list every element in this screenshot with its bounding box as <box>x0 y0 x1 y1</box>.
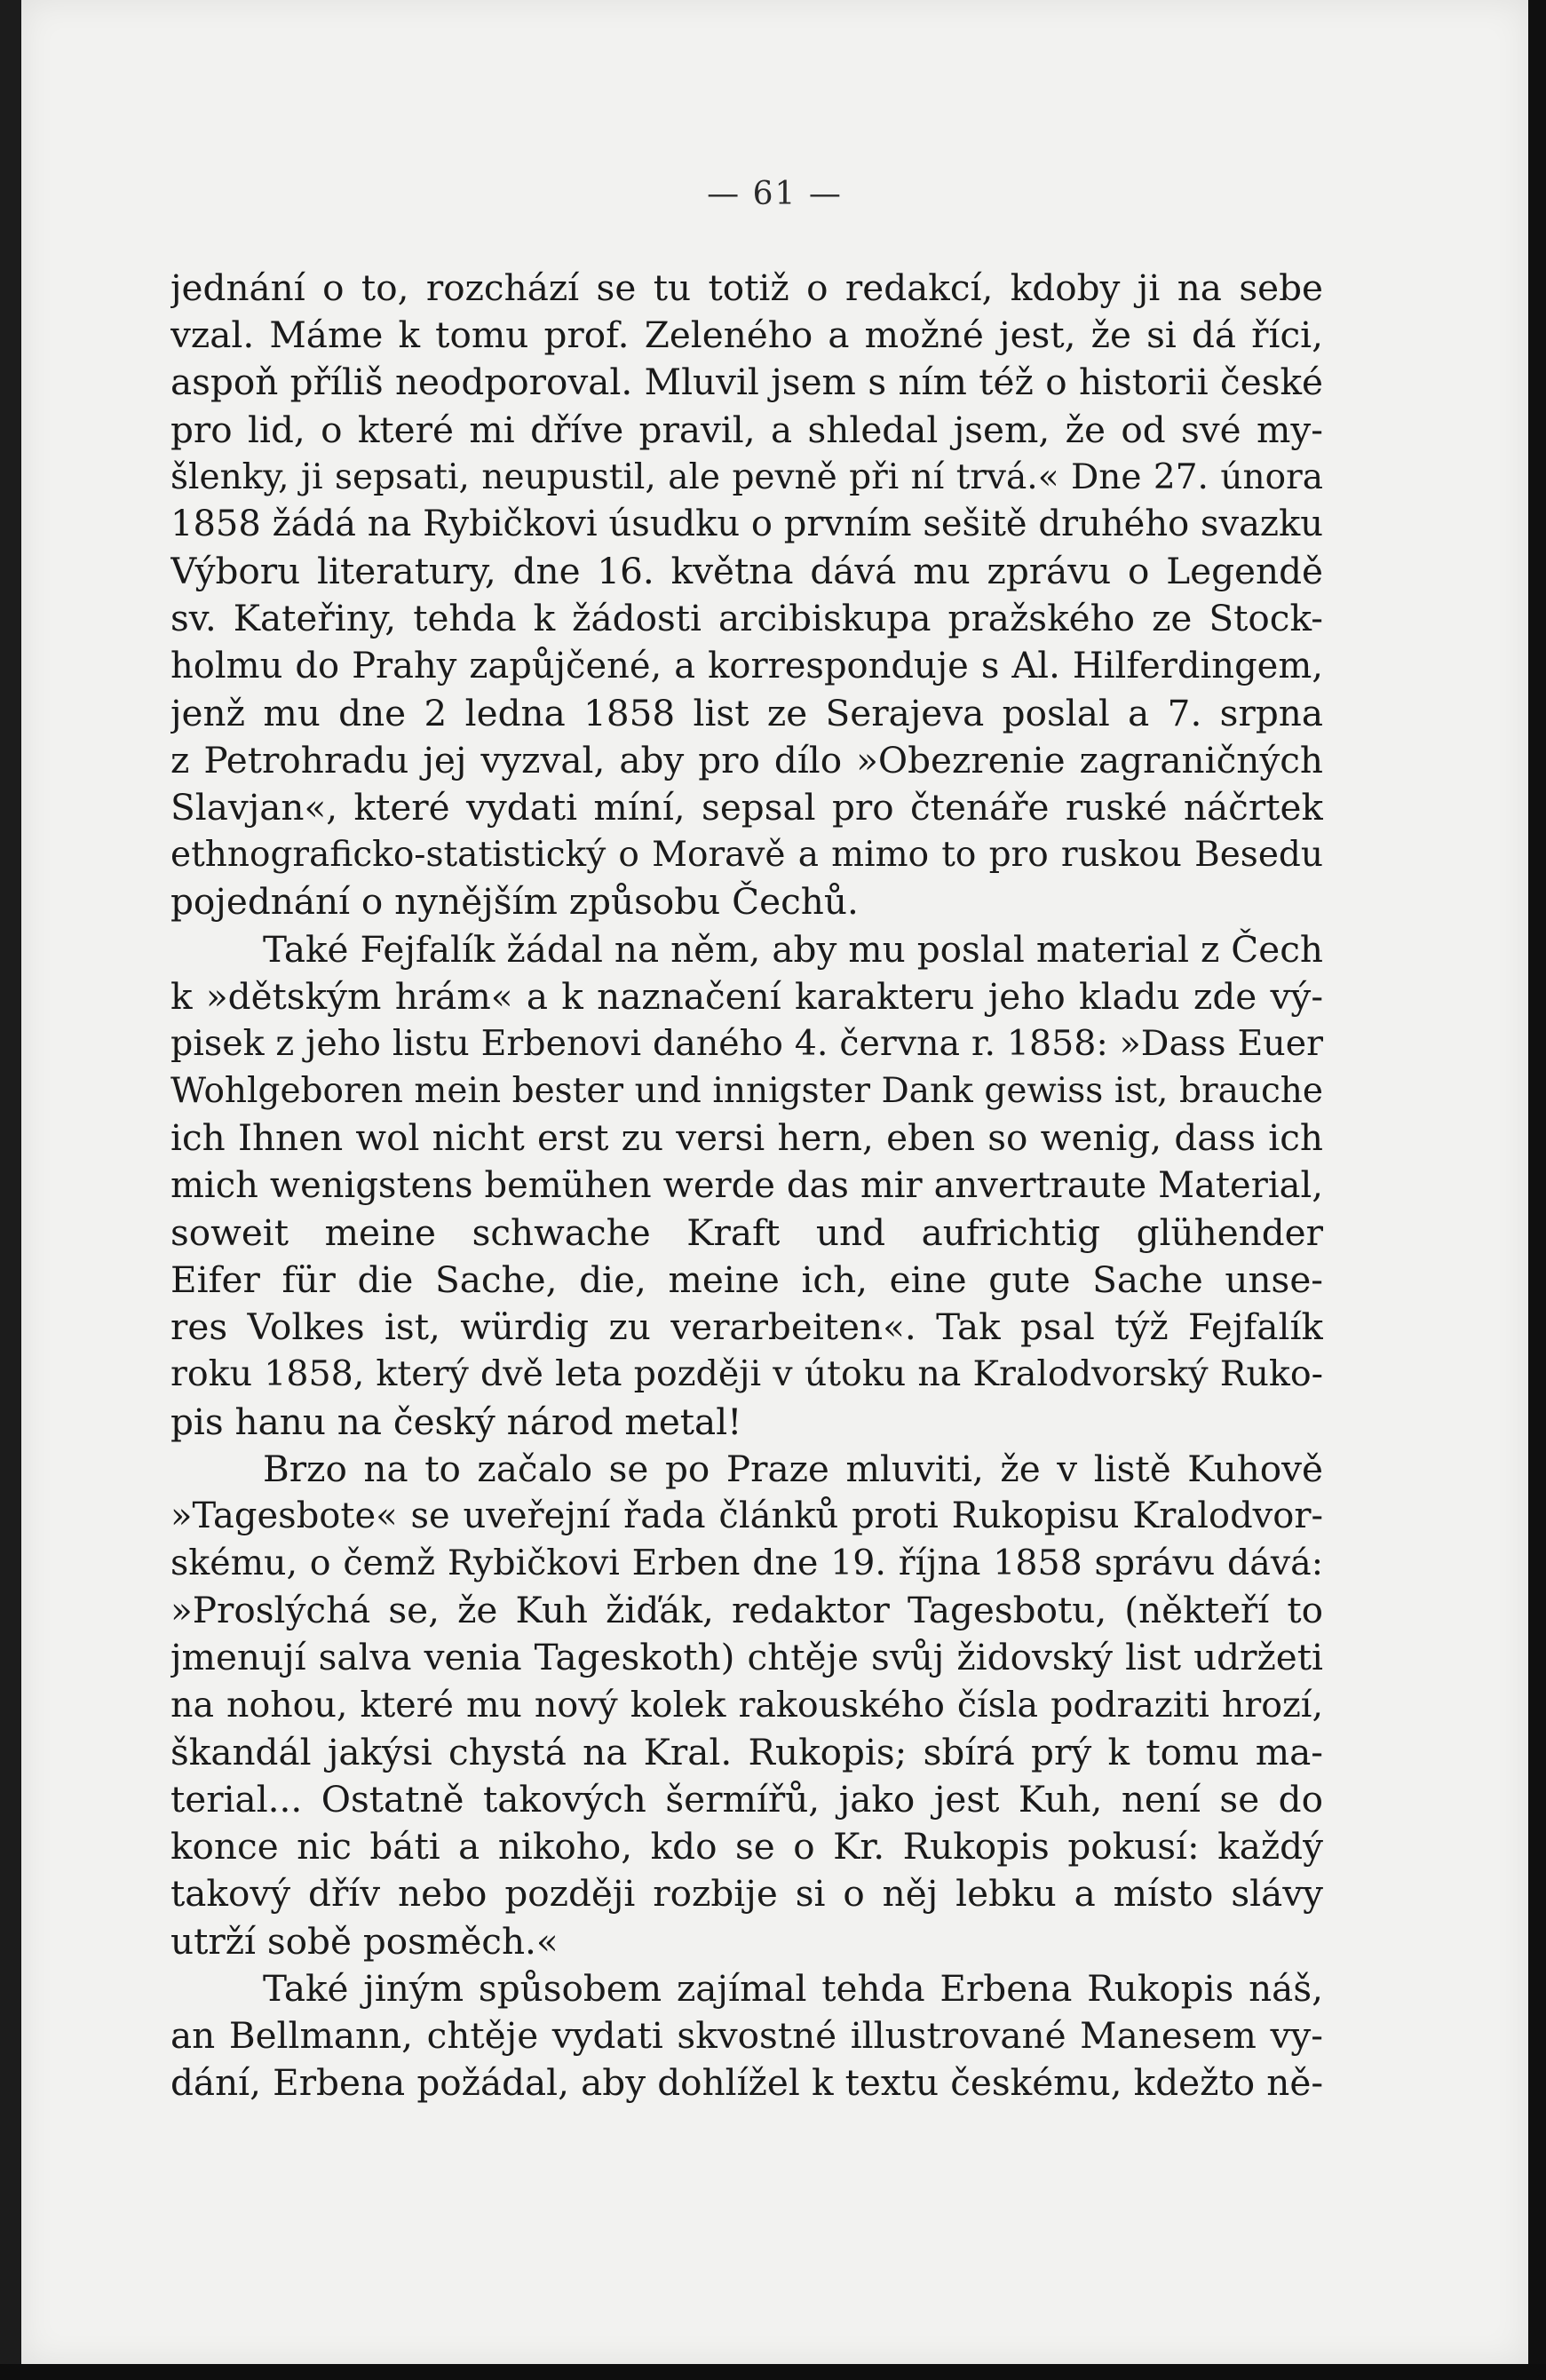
book-page <box>21 0 1528 2364</box>
text-line: holmu do Prahy zapůjčené, a korresponduje s Al. Hilferdingem, <box>170 645 1323 686</box>
text-line: mich wenigstens bemühen werde das mir anvertraute Material, <box>170 1164 1323 1206</box>
text-line: jednání o to, rozchází se tu totiž o redakcí, kdoby ji na sebe <box>170 266 1323 309</box>
text-line: pisek z jeho listu Erbenovi daného 4. června r. 1858: »Dass Euer <box>170 1023 1323 1064</box>
text-line: k »dětským hrám« a k naznačení karakteru jeho kladu zde vý- <box>170 974 1323 1018</box>
text-line: pro lid, o které mi dříve pravil, a shledal jsem, že od své my- <box>170 408 1323 451</box>
text-line: soweit meine schwache Kraft und aufrichtig glühender <box>170 1210 1323 1254</box>
page-number: — 61 — <box>707 176 843 212</box>
text-line: dání, Erbena požádal, aby dohlížel k textu českému, kdežto ně- <box>170 2061 1323 2105</box>
text-line: Brzo na to začalo se po Praze mluviti, že v listě Kuhově <box>263 1447 1323 1490</box>
body-text <box>170 265 1323 2106</box>
text-line: vzal. Máme k tomu prof. Zeleného a možné jest, že si dá říci, <box>170 313 1323 357</box>
scan-edge-right <box>1528 0 1546 2380</box>
text-line: Slavjan«, které vydati míní, sepsal pro čtenáře ruské náčrtek <box>170 786 1323 829</box>
text-line: skému, o čemž Rybičkovi Erben dne 19. října 1858 správu dává: <box>170 1543 1323 1584</box>
text-line: takový dřív nebo později rozbije si o něj lebku a místo slávy <box>170 1872 1323 1916</box>
text-line: Wohlgeboren mein bester und innigster Dank gewiss ist, brauche <box>170 1071 1323 1112</box>
text-line: jenž mu dne 2 ledna 1858 list ze Serajeva poslal a 7. srpna <box>170 691 1323 734</box>
text-line: jmenují salva venia Tageskoth) chtěje svůj židovský list udržeti <box>170 1636 1323 1679</box>
text-line: na nohou, které mu nový kolek rakouského čísla podraziti hrozí, <box>170 1684 1323 1726</box>
text-line: pojednání o nynějším způsobu Čechů. <box>170 880 859 924</box>
text-line: 1858 žádá na Rybičkovi úsudku o prvním sešitě druhého svazku <box>170 503 1323 544</box>
text-line: »Proslýchá se, že Kuh žiďák, redaktor Tagesbotu, (někteří to <box>170 1589 1323 1632</box>
text-line: terial... Ostatně takových šermířů, jako jest Kuh, není se do <box>170 1778 1323 1821</box>
text-line: konce nic báti a nikoho, kdo se o Kr. Rukopis pokusí: každý <box>170 1825 1323 1868</box>
scan-edge-bottom <box>0 2364 1546 2380</box>
text-line: utrží sobě posměch.« <box>170 1919 559 1963</box>
text-line: Eifer für die Sache, die, meine ich, eine gute Sache unse- <box>170 1257 1323 1301</box>
text-line: šlenky, ji sepsati, neupustil, ale pevně při ní trvá.« Dne 27. února <box>170 456 1323 497</box>
text-line: res Volkes ist, würdig zu verarbeiten«. Tak psal týž Fejfalík <box>170 1305 1323 1349</box>
text-line: škandál jakýsi chystá na Kral. Rukopis; sbírá prý k tomu ma- <box>170 1730 1323 1773</box>
text-line: Také Fejfalík žádal na něm, aby mu poslal material z Čech <box>263 927 1323 971</box>
text-line: »Tagesbote« se uveřejní řada článků proti Rukopisu Kralodvor- <box>170 1495 1323 1536</box>
text-line: pis hanu na český národ metal! <box>170 1400 742 1443</box>
text-line: aspoň příliš neodporoval. Mluvil jsem s ním též o historii české <box>170 361 1323 404</box>
text-line: Výboru literatury, dne 16. května dává mu zprávu o Legendě <box>170 550 1323 593</box>
text-line: roku 1858, který dvě leta později v útoku na Kralodvorský Ruko- <box>170 1353 1323 1395</box>
text-line: an Bellmann, chtěje vydati skvostné illustrované Manesem vy- <box>170 2013 1323 2057</box>
text-line: sv. Kateřiny, tehda k žádosti arcibiskupa pražského ze Stock- <box>170 597 1323 640</box>
text-line: z Petrohradu jej vyzval, aby pro dílo »Obezrenie zagraničných <box>170 738 1323 781</box>
text-line: ich Ihnen wol nicht erst zu versi hern, eben so wenig, dass ich <box>170 1116 1323 1160</box>
text-line: ethnograficko-statistický o Moravě a mimo to pro ruskou Besedu <box>170 835 1323 876</box>
text-line: Také jiným spůsobem zajímal tehda Erbena Rukopis náš, <box>263 1966 1323 2010</box>
